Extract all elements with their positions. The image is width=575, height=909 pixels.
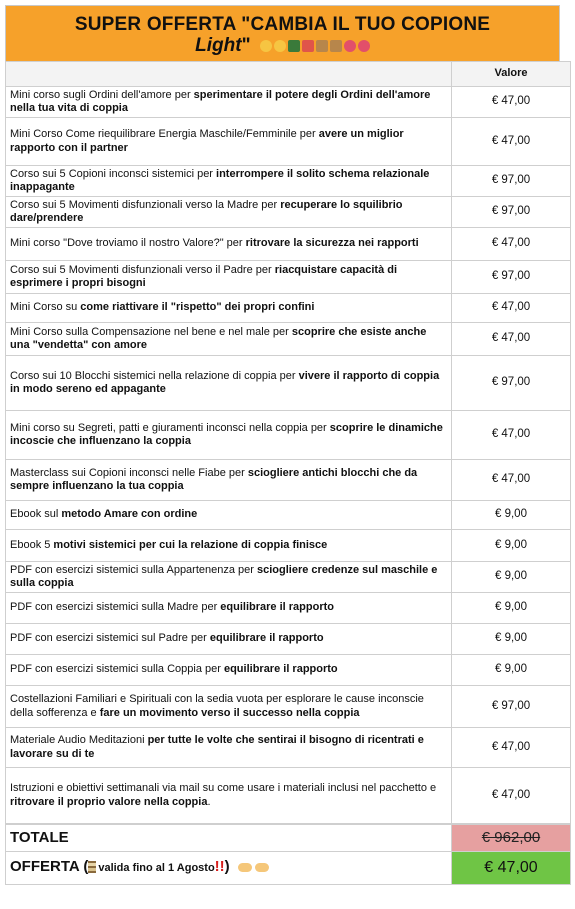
item-description [6,593,452,624]
table-row [6,624,571,655]
item-text: PDF con esercizi sistemici sul Padre per [10,632,210,645]
item-value: € 47,00 [452,118,571,166]
item-description [6,411,452,460]
table-row [6,501,571,530]
item-text: PDF con esercizi sistemici sulla Coppia per [10,663,224,676]
item-description [6,768,452,824]
item-value: € 97,00 [452,261,571,294]
table-row [6,197,571,228]
item-text: Masterclass sui Copioni inconsci nelle Fiabe per [10,466,248,479]
table-row [6,562,571,593]
offer-title-light: Light [195,35,242,56]
item-description [6,294,452,323]
item-value: € 97,00 [452,166,571,197]
item-description [6,118,452,166]
table-row [6,87,571,118]
totals-table [5,824,571,885]
item-description [6,728,452,768]
heart-icon [358,40,370,52]
item-text: Mini corso "Dove troviamo il nostro Valore?" per [10,237,246,250]
item-text: Costellazioni Familiari e Spirituali con la sedia vuota per esplorare le cause inconscie della sofferenza e [10,693,424,719]
offer-title-line1: SUPER OFFERTA "CAMBIA IL TUO COPIONE [74,14,491,35]
item-benefit: ritrovare il proprio valore nella coppia [10,795,208,808]
offer-sheet [5,5,560,885]
item-benefit: per tutte le volte che sentirai il bisogno di ricentrati e lavorare su di te [10,734,424,760]
smiley-icon [260,40,272,52]
item-description [6,356,452,411]
item-value: € 47,00 [452,728,571,768]
total-value: € 962,00 [452,825,571,852]
item-benefit: equilibrare il rapporto [223,663,338,676]
item-text: Corso sui 5 Copioni inconsci sistemici per [10,167,217,180]
item-benefit: come riattivare il "rispetto" dei propri confini [80,301,315,314]
table-row [6,118,571,166]
item-benefit: sciogliere credenze sul maschile e sulla coppia [10,563,438,589]
hourglass-icon [88,861,96,873]
item-text: Mini corso su Segreti, patti e giuramenti inconsci nella coppia per [10,421,330,434]
offer-value: € 47,00 [452,852,571,885]
item-text: Corso sui 5 Movimenti disfunzionali verso il Padre per [10,263,275,276]
package-icon [330,40,342,52]
item-benefit: riacquistare capacità di esprimere i propri bisogni [10,263,398,289]
value-column-header: Valore [452,62,571,87]
item-description [6,624,452,655]
item-benefit: vivere il rapporto di coppia in modo sereno ed appagante [10,369,440,395]
item-value: € 47,00 [452,228,571,261]
item-benefit: scoprire che esiste anche una "vendetta" con amore [10,325,427,351]
item-benefit: avere un miglior rapporto con il partner [10,128,404,154]
item-text: Istruzioni e obiettivi settimanali via mail su come usare i materiali inclusi nel pacchetto e [10,782,437,794]
heart-icon [344,40,356,52]
item-description [6,501,452,530]
gift-icon [302,40,314,52]
item-benefit: ritrovare la sicurezza nei rapporti [245,237,419,250]
table-row [6,655,571,686]
item-benefit: recuperare lo squilibrio dare/prendere [10,198,403,224]
item-suffix: . [207,795,211,808]
price-table [5,61,571,824]
item-text: PDF con esercizi sistemici sulla Appartenenza per [10,563,257,576]
package-icon [316,40,328,52]
item-description [6,166,452,197]
table-row [6,261,571,294]
item-text: Ebook 5 [10,538,54,551]
emoji-row-icon [260,40,370,52]
item-value: € 97,00 [452,686,571,728]
item-description [6,228,452,261]
item-description [6,261,452,294]
offer-title-line2 [6,35,559,57]
offer-close: ) [224,858,230,876]
item-description [6,530,452,562]
item-benefit: interrompere il solito schema relazionale inappagante [10,167,430,193]
item-description [6,460,452,501]
table-row [6,356,571,411]
item-description [6,323,452,356]
item-text: PDF con esercizi sistemici sulla Madre per [10,601,221,614]
item-value: € 9,00 [452,562,571,593]
item-benefit: metodo Amare con ordine [61,508,198,521]
item-text: Corso sui 5 Movimenti disfunzionali verso la Madre per [10,198,281,211]
offer-title-quote: " [241,35,251,56]
offer-note: valida fino al 1 Agosto [98,862,215,875]
table-row [6,294,571,323]
item-value: € 47,00 [452,411,571,460]
item-text: Mini corso sugli Ordini dell'amore per [10,88,194,101]
item-benefit: sperimentare il potere degli Ordini dell'amore nella tua vita di coppia [10,88,431,114]
smiley-icon [274,40,286,52]
item-value: € 47,00 [452,323,571,356]
item-value: € 9,00 [452,624,571,655]
offer-label: OFFERTA ( [10,858,89,876]
table-row [6,460,571,501]
table-row [6,530,571,562]
item-text: Ebook sul [10,508,62,521]
table-row [6,166,571,197]
item-description [6,686,452,728]
item-benefit: motivi sistemici per cui la relazione di coppia finisce [53,538,328,551]
item-description [6,87,452,118]
table-header-row [6,62,571,87]
table-row [6,228,571,261]
table-row [6,411,571,460]
item-value: € 97,00 [452,197,571,228]
item-text: Corso sui 10 Blocchi sistemici nella relazione di coppia per [10,369,299,382]
item-text: Mini Corso Come riequilibrare Energia Maschile/Femminile per [10,128,319,140]
item-value: € 9,00 [452,655,571,686]
item-value: € 47,00 [452,768,571,824]
item-value: € 9,00 [452,501,571,530]
total-label: TOTALE [6,825,452,852]
item-description [6,562,452,593]
item-benefit: equilibrare il rapporto [209,632,324,645]
item-value: € 9,00 [452,530,571,562]
pointing-hand-icon [238,863,269,872]
item-benefit: equilibrare il rapporto [220,601,334,614]
table-row [6,768,571,824]
item-description [6,197,452,228]
item-benefit: fare un movimento verso il successo nella coppia [99,706,360,719]
offer-row [6,852,571,885]
offer-label-cell [6,852,452,885]
item-text: Mini Corso sulla Compensazione nel bene e nel male per [10,325,292,338]
item-value: € 9,00 [452,593,571,624]
header-blank-cell [6,62,452,87]
table-row [6,593,571,624]
table-row [6,686,571,728]
item-benefit: sciogliere antichi blocchi che da sempre influenzano la tua coppia [10,466,418,492]
total-row [6,825,571,852]
item-description [6,655,452,686]
item-value: € 47,00 [452,294,571,323]
item-value: € 47,00 [452,460,571,501]
item-benefit: scoprire le dinamiche incoscie che influenzano la coppia [10,421,443,447]
offer-header [5,5,560,61]
table-row [6,323,571,356]
table-row [6,728,571,768]
item-value: € 47,00 [452,87,571,118]
item-text: Mini Corso su [10,301,81,314]
truck-icon [288,40,300,52]
item-value: € 97,00 [452,356,571,411]
offer-exclamation: !! [214,858,225,876]
item-text: Materiale Audio Meditazioni [10,734,148,746]
